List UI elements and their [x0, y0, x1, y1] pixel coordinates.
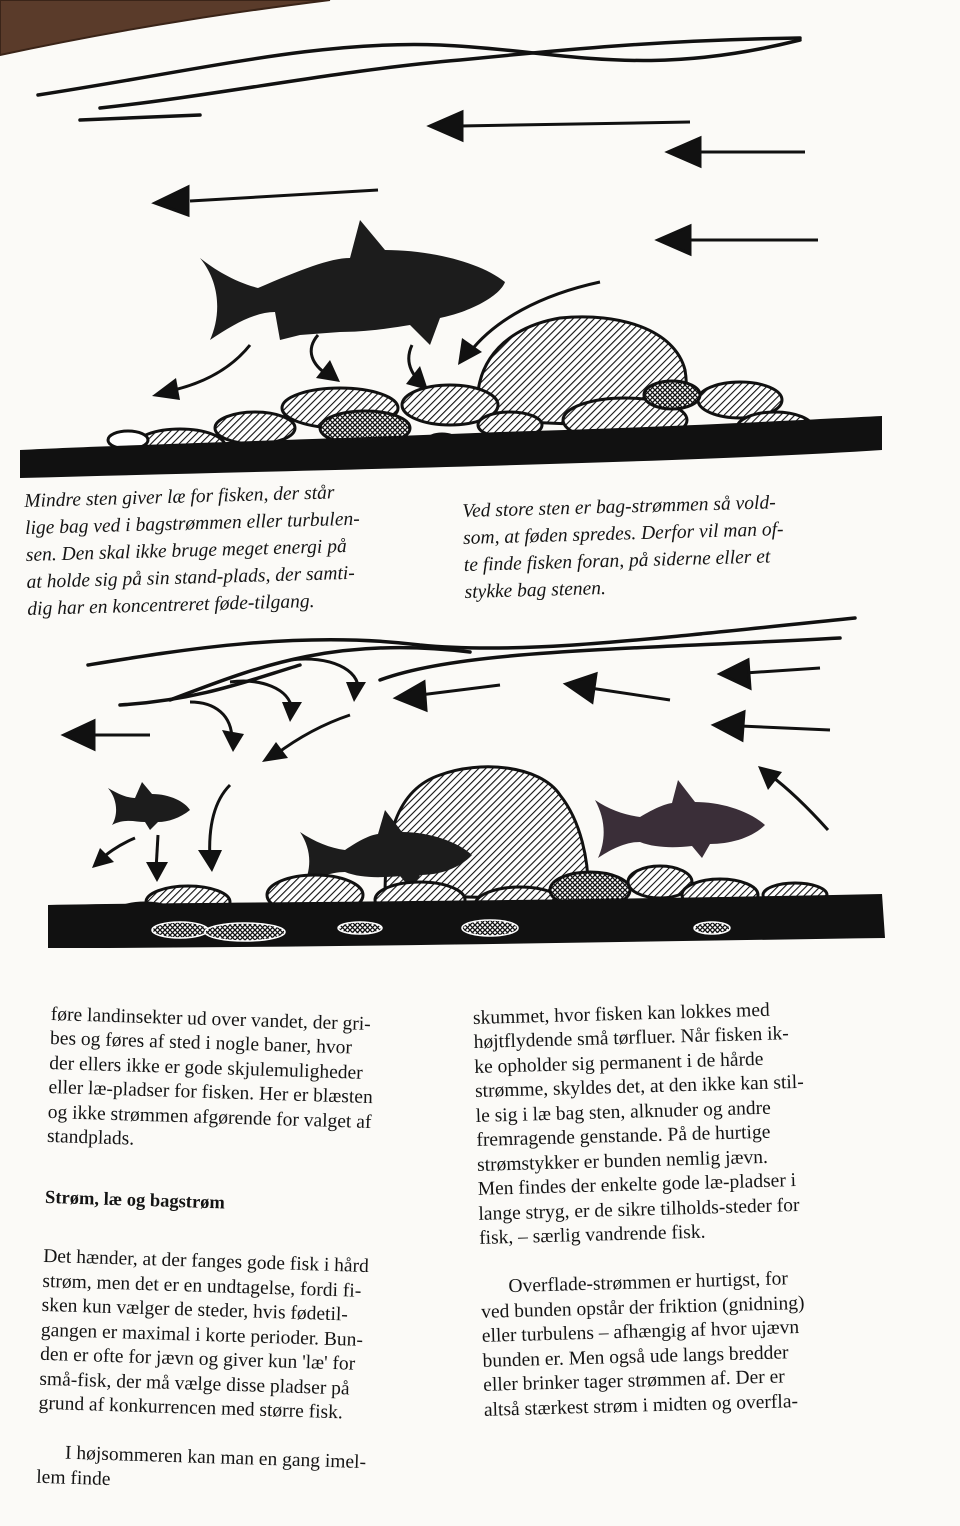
current-arrows — [155, 112, 818, 254]
small-fish-left — [108, 782, 190, 830]
trout-silhouette — [200, 220, 505, 345]
trout-right — [595, 780, 765, 858]
illustration-large-stone — [0, 610, 960, 960]
water-surface-lines-2 — [88, 618, 855, 705]
caption-small-stones: Mindre sten giver læ for fisken, der står lige bag ved i bagstrømmen eller turbulen- sen. Den skal ikke bruge meget energi på at holde sig på sin stand-plads, der samti- dig har en koncentreret føde-tilgang. — [24, 482, 360, 620]
water-surface-lines — [38, 38, 800, 120]
current-arrows-2 — [64, 660, 830, 749]
paragraph-skummet: skummet, hvor fisken kan lokkes med højtflydende små tørfluer. Når fisken ik- ke opholder sig permanent i de hårde strømme, skyldes det, at den ikke kan stil- le sig i læ bag sten, alknuder og andre fremragende genstande. På de hurtige strømstykker er bunden nemlig jævn. Men findes der enkelte gode læ-pladser i lange stryg, er de sikre tilholds-steder for fisk, – særlig vandrende fisk. — [472, 999, 804, 1249]
paragraph-overflade-stroemmen: Overflade-strømmen er hurtigst, for ved bunden opstår der friktion (gnidning) eller turbulens – afhængig af hvor ujævn bunden er. Men også ude langs bredder eller brinker tager strømmen af. Der er altså stærkest strøm i midten og overfla- — [480, 1268, 805, 1421]
section-heading: Strøm, læ og bagstrøm — [44, 1187, 226, 1214]
paragraph-landinsekter: føre landinsekter ud over vandet, der gri- bes og føres af sted i nogle baner, hvor der ellers ikke er gode skjulemuligheder eller læ-pladser for fisken. Her er blæsten og ikke strømmen afgørende for valget af standplads. — [46, 1003, 374, 1150]
illustration-small-stones — [0, 0, 960, 490]
paragraph-haard-stroem: Det hænder, at der fanges gode fisk i hård strøm, men det er en undtagelse, fordi fi- sken kun vælger de steder, hvis fødetil- gangen er maximal i korte perioder. Bun- den er ofte for jævn og giver kun 'læ' for små-fisk, der må vælge disse pladser på grund af konkurrencen med større fisk. — [38, 1245, 370, 1424]
caption-large-stones: Ved store sten er bag-strømmen så vold- som, at føden spredes. Derfor vil man of- te finde fisken foran, på siderne eller et stykke bag stenen. — [462, 492, 784, 603]
text-column-left — [35, 978, 432, 1526]
paragraph-hoejsommeren: I højsommeren kan man en gang imel- lem finde — [35, 1442, 367, 1490]
